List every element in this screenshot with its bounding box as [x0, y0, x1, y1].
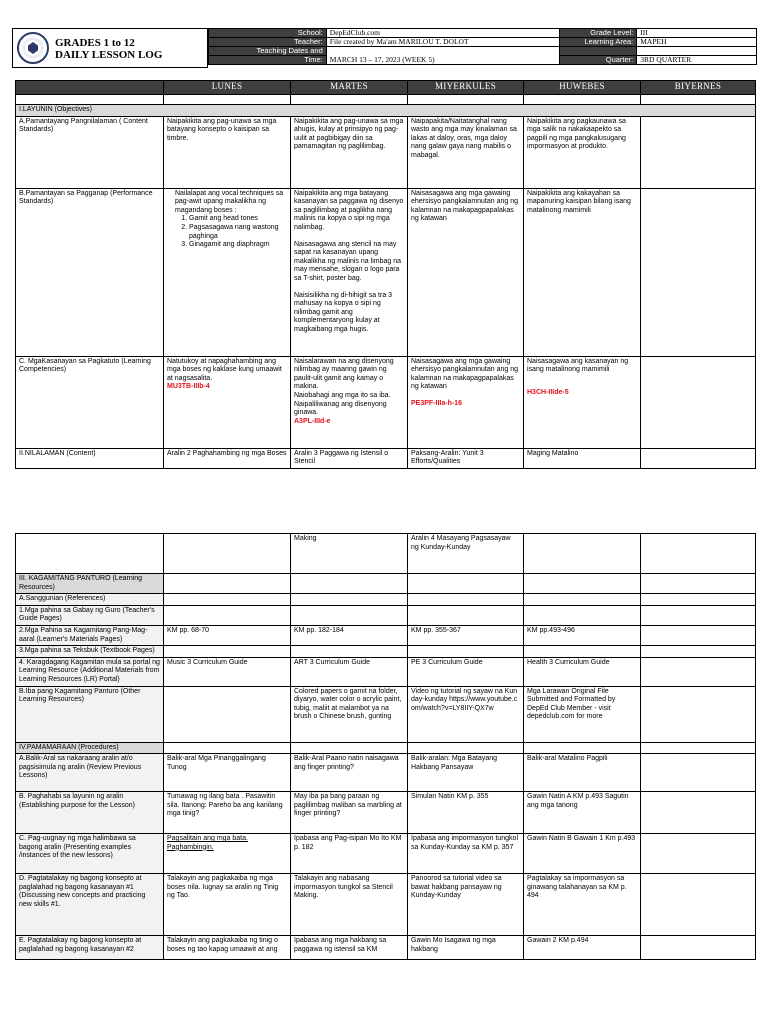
- rb-lunes: [164, 686, 291, 742]
- cont-miyerkules: Aralin 4 Masayang Pagsasayaw ng Kunday-Kunday: [408, 534, 524, 574]
- row-discussion-1: [16, 874, 756, 936]
- b1-item: 2. Pagsasagawa nang wastong paghinga: [189, 224, 287, 241]
- pc-huwebes: Gawin Natin B Gawain 1 Km p.493: [524, 834, 641, 874]
- pd-martes: Talakayin ang nabasang impormasyon tungkol sa Stencil Making.: [291, 874, 408, 936]
- dates-value: MARCH 13 – 17, 2023 (WEEK 5): [326, 47, 560, 65]
- row-learning-competencies: [16, 356, 756, 448]
- spacer-row: [16, 95, 756, 105]
- pb-huwebes: Gawin Natin A KM p.493 Sagutin ang mga tanong: [524, 792, 641, 834]
- r4-martes: ART 3 Curriculum Guide: [291, 657, 408, 686]
- day-header-blank: [16, 81, 164, 95]
- b2-paragraph-1: Naipakikita ang mga batayang kasanayan sa paggawa ng disenyo sa paglilimbag at paglikha nang malinis na kopya o sipi ng mga nalimbag.: [294, 189, 404, 231]
- area-value: MAPEH: [637, 38, 757, 47]
- cont-lunes: [164, 534, 291, 574]
- cell-c-miyerkules: [408, 356, 524, 448]
- dates-label-1: Teaching Dates and: [209, 47, 327, 56]
- r4-miyerkules: PE 3 Curriculum Guide: [408, 657, 524, 686]
- r2-huwebes: KM pp.493-496: [524, 625, 641, 645]
- row-label-references: A.Sanggunian (References): [16, 594, 164, 606]
- pd-huwebes: Pagtalakay sa impormasyon sa ginawang talahanayan sa KM p. 494: [524, 874, 641, 936]
- day-martes: MARTES: [291, 81, 408, 95]
- blank-value: [637, 47, 757, 56]
- r2-biyernes: [641, 625, 756, 645]
- pb-miyerkules: Simulan Natin KM p. 355: [408, 792, 524, 834]
- row-other-resources: [16, 686, 756, 742]
- pa-miyerkules: Balik-aralan: Mga Batayang Hakbang Pansayaw: [408, 754, 524, 792]
- r4-lunes: Music 3 Curriculum Guide: [164, 657, 291, 686]
- school-value: DepEdClub.com: [326, 29, 560, 38]
- cell-b-biyernes: [641, 188, 756, 356]
- c1-text: Natutukoy at napaghahambing ang mga boses ng kaklase kung umaawit at nagsasalita.: [167, 357, 282, 382]
- row-label-learner-materials: 2.Mga Pahina sa Kagamitang Pang-Mag-aaral (Learner's Materials Pages): [16, 625, 164, 645]
- c2-code: A3PL-IIId-e: [294, 417, 331, 425]
- row-textbook: [16, 646, 756, 658]
- cell-a-miyerkules: Naipapakita/Naitatanghal nang wasto ang mga may kinalaman sa lakas at daloy, oras, mga daloy nang galaw gaya nang mabilis o mabagal.: [408, 116, 524, 188]
- row-label-other-resources: B.Iba pang Kagamitang Panturo (Other Learning Resources): [16, 686, 164, 742]
- logo-box: [12, 28, 208, 68]
- grade-value: III: [637, 29, 757, 38]
- cell-ii-martes: Aralin 3 Paggawa ng Istensil o Stencil: [291, 448, 408, 468]
- section-pamamaraan: [16, 742, 756, 754]
- pa-martes: Balik-Aral Paano natin naisagawa ang finger printing?: [291, 754, 408, 792]
- b1-list: [167, 215, 287, 249]
- row-purpose: [16, 792, 756, 834]
- row-label-discussion-1: D. Pagtatalakay ng bagong konsepto at paglalahad ng bagong kasanayan #1 (Discussing new concepts and practicing new skills #1.: [16, 874, 164, 936]
- r2-martes: KM pp. 182-184: [291, 625, 408, 645]
- row-review: [16, 754, 756, 792]
- cell-ii-huwebes: Maging Matalino: [524, 448, 641, 468]
- cell-c-biyernes: [641, 356, 756, 448]
- pe-martes: Ipabasa ang mga hakbang sa paggawa ng istensil sa KM: [291, 936, 408, 960]
- pc1-line-2: Paghambingin.: [167, 843, 214, 851]
- row-nilalaman: [16, 448, 756, 468]
- pc-martes: Ipabasa ang Pag-isipan Mo Ito KM p. 182: [291, 834, 408, 874]
- day-miyerkules: MIYERKULES: [408, 81, 524, 95]
- pamamaraan-heading: IV.PAMAMARAAN (Procedures): [16, 742, 164, 754]
- r2-miyerkules: KM pp. 355-367: [408, 625, 524, 645]
- c3-text: Naisasagawa ang mga gawaing ehersisyo pangkalamnutan ang ng kalamnan na makapagpapalakas ng katawan: [411, 357, 519, 391]
- row-performance-standards: [16, 188, 756, 356]
- row-discussion-2: [16, 936, 756, 960]
- cell-c-martes: [291, 356, 408, 448]
- row-label-discussion-2: E. Pagtatalakay ng bagong konsepto at paglalahad ng bagong kasanayan #2: [16, 936, 164, 960]
- school-label: School:: [209, 29, 327, 38]
- row-label-examples: C. Pag-uugnay ng mga halimbawa sa bagong aralin (Presenting examples /instances of the new lessons): [16, 834, 164, 874]
- lesson-table-page-2: [15, 533, 756, 960]
- cell-a-martes: Naipakikita ang pag-unawa sa mga ahugis, kulay at prinsipyo ng pag-uulit at pagbibigay diin sa pamamagitan ng paglilimbag.: [291, 116, 408, 188]
- rb-miyerkules: Video ng tutorial ng sayaw na Kunday-kunday https://www.youtube.com/watch?v=LY8IIY-QX7w: [408, 686, 524, 742]
- lesson-table-page-1: [15, 80, 756, 469]
- c3-code: PE3PF-IIIa-h-16: [411, 399, 462, 407]
- pa-lunes: Balik-aral Mga Pinanggalingang Tunog: [164, 754, 291, 792]
- cell-b-lunes: [164, 188, 291, 356]
- b1-item: 1. Gamit ang head tones: [189, 215, 287, 224]
- row-label-performance-standards: B.Pamantayan sa Pagganap (Performance Standards): [16, 188, 164, 356]
- cell-ii-lunes: Aralin 2 Paghahambing ng mga Boses: [164, 448, 291, 468]
- grade-label: Grade Level:: [560, 29, 637, 38]
- blank-label: [560, 47, 637, 56]
- quarter-value: 3RD QUARTER: [637, 56, 757, 65]
- c4-code: H3CH-IIIde-5: [527, 388, 569, 396]
- section-kagamitan: [16, 574, 756, 594]
- cont-biyernes: [641, 534, 756, 574]
- r2-lunes: KM pp. 68-70: [164, 625, 291, 645]
- kagamitan-heading: III. KAGAMITANG PANTURO (Learning Resources): [16, 574, 164, 594]
- cell-b-miyerkules: Naisasagawa ang mga gawaing ehersisyo pangkalamnutan ang ng kalamnan na makapagpapalakas ng katawan: [408, 188, 524, 356]
- pc-miyerkules: Ipabasa ang impormasyon tungkol sa Kunday-Kunday sa KM p. 357: [408, 834, 524, 874]
- b1-intro: Nailalapat ang vocal techniques sa pag-awit upang makalikha ng magandang boses :: [175, 189, 284, 214]
- b2-paragraph-3: Naisisilikha ng di-hihigit sa tra 3 mahusay na kopya o sipi ng nilimbag gamit ang komplementaryong kulay at magkaibang mga hugis.: [294, 291, 393, 333]
- cell-a-biyernes: [641, 116, 756, 188]
- pc-lunes: [164, 834, 291, 874]
- area-label: Learning Area:: [560, 38, 637, 47]
- pe-biyernes: [641, 936, 756, 960]
- cell-a-huwebes: Naipakikita ang pagkaunawa sa mga salik na nakakaapekto sa pagpili ng mga pangkalusugang impormasyon at produkto.: [524, 116, 641, 188]
- pe-lunes: Talakayin ang pagkakaiba ng tinig o boses ng tao kapag umaawit at ang: [164, 936, 291, 960]
- row-label-content-standards: A.Pamantayang Pangnilalaman ( Content Standards): [16, 116, 164, 188]
- day-lunes: LUNES: [164, 81, 291, 95]
- logo-line-2: DAILY LESSON LOG: [55, 49, 163, 61]
- pb-martes: May iba pa bang paraan ng paglilimbag maliban sa marbling at finger printing?: [291, 792, 408, 834]
- row-label-textbook: 3.Mga pahina sa Teksbuk (Textbook Pages): [16, 646, 164, 658]
- row-label-purpose: B. Paghahabi sa layunin ng aralin (Establishing purpose for the Lesson): [16, 792, 164, 834]
- cell-ii-miyerkules: Paksang-Aralin: Yunit 3 Efforts/Qualities: [408, 448, 524, 468]
- row-additional-materials: [16, 657, 756, 686]
- quarter-label: Quarter:: [560, 56, 637, 65]
- dates-label-2: Time:: [209, 56, 327, 65]
- row-learner-materials: [16, 625, 756, 645]
- r4-biyernes: [641, 657, 756, 686]
- day-header-row: [16, 81, 756, 95]
- cont-huwebes: [524, 534, 641, 574]
- row-content-standards: [16, 116, 756, 188]
- pe-miyerkules: Gawin Mo Isagawa ng mga hakbang: [408, 936, 524, 960]
- row-label-review: A.Balik-Aral sa nakaraang aralin at/o pagsisimula ng aralin (Review Previous Lessons): [16, 754, 164, 792]
- b1-item: 3. Ginagamit ang diaphragm: [189, 241, 287, 250]
- teacher-label: Teacher:: [209, 38, 327, 47]
- cell-ii-biyernes: [641, 448, 756, 468]
- cell-a-lunes: Naipakikita ang pag-unawa sa mga batayang konsepto o kaisipan sa timbre.: [164, 116, 291, 188]
- cell-c-huwebes: [524, 356, 641, 448]
- deped-seal-icon: [17, 32, 49, 64]
- cell-b-huwebes: Naipakikita ang kakayahan sa mapanuring kaisipan bilang isang matalinong mamimili: [524, 188, 641, 356]
- day-huwebes: HUWEBES: [524, 81, 641, 95]
- cont-martes: Making: [291, 534, 408, 574]
- pa-huwebes: Balik-aral Matalino Pagpili: [524, 754, 641, 792]
- cell-c-lunes: [164, 356, 291, 448]
- r4-huwebes: Health 3 Curriculum Guide: [524, 657, 641, 686]
- layunin-heading: I.LAYUNIN (Objectives): [16, 105, 756, 117]
- pd-biyernes: [641, 874, 756, 936]
- cont-label: [16, 534, 164, 574]
- logo-title: [55, 37, 162, 61]
- row-examples: [16, 834, 756, 874]
- row-references: [16, 594, 756, 606]
- c2-text-1: Naisalarawan na ang disenyong nilimbag ay maaring gawin ng paulit-ulit gamit ang kamay o makina.: [294, 357, 394, 391]
- row-label-teacher-guide: 1.Mga pahina sa Gabay ng Guro (Teacher's Guide Pages): [16, 605, 164, 625]
- pc-biyernes: [641, 834, 756, 874]
- header-info-table: [208, 28, 757, 65]
- pc1-line-1: Pagsalitain ang mga bata.: [167, 835, 248, 843]
- section-layunin: [16, 105, 756, 117]
- c4-text: Naisasagawa ang kasanayan ng isang matalinong mamimili: [527, 357, 629, 374]
- pd-lunes: Talakayin ang pagkakaiba ng mga boses nila. Iugnay sa aralin ng Tinig ng Tao.: [164, 874, 291, 936]
- pa-biyernes: [641, 754, 756, 792]
- c1-code: MU3TB-IIIb-4: [167, 383, 210, 391]
- row-label-additional-materials: 4. Karagdagang Kagamitan mula sa portal ng Learning Resource (Additional Materials from Learning Resources (LR) Portal): [16, 657, 164, 686]
- day-biyernes: BIYERNES: [641, 81, 756, 95]
- cell-b-martes: [291, 188, 408, 356]
- pe-huwebes: Gawain 2 KM p.494: [524, 936, 641, 960]
- row-label-nilalaman: II.NILALAMAN (Content): [16, 448, 164, 468]
- rb-biyernes: [641, 686, 756, 742]
- rb-huwebes: Mga Larawan Original File Submitted and Formatted by DepEd Club Member - visit depedclub.com for more: [524, 686, 641, 742]
- b2-paragraph-2: Naisasagawa ang stencil na may sapat na kasanayan upang makalikha ng malinis na limbag na may mensahe, slogan o logo para sa T-shirt, poster bag.: [294, 240, 401, 282]
- pd-miyerkules: Panoorod sa tutorial video sa bawat hakbang pansayaw ng Kunday-Kunday: [408, 874, 524, 936]
- row-content-continued: [16, 534, 756, 574]
- pb-biyernes: [641, 792, 756, 834]
- logo-line-1: GRADES 1 to 12: [55, 37, 135, 49]
- row-label-learning-competencies: C. MgaKasanayan sa Pagkatuto (Learning Competencies): [16, 356, 164, 448]
- row-teacher-guide: [16, 605, 756, 625]
- rb-martes: Colored papers o gamit na folder, diyaryo, water color o acrylic paint, tubig, maliit at malambot ya na brush o Chinese brush, gunting: [291, 686, 408, 742]
- c2-text-2: Naiobahagi ang mga ito sa iba. Naipaliliwanag ang disenyong ginawa.: [294, 391, 391, 417]
- teacher-value: File created by Ma'am MARILOU T. DOLOT: [326, 38, 560, 47]
- pb-lunes: Tumawag ng ilang bata . Pasawitin sila. Itanong: Pareho ba ang kanilang mga tinig?: [164, 792, 291, 834]
